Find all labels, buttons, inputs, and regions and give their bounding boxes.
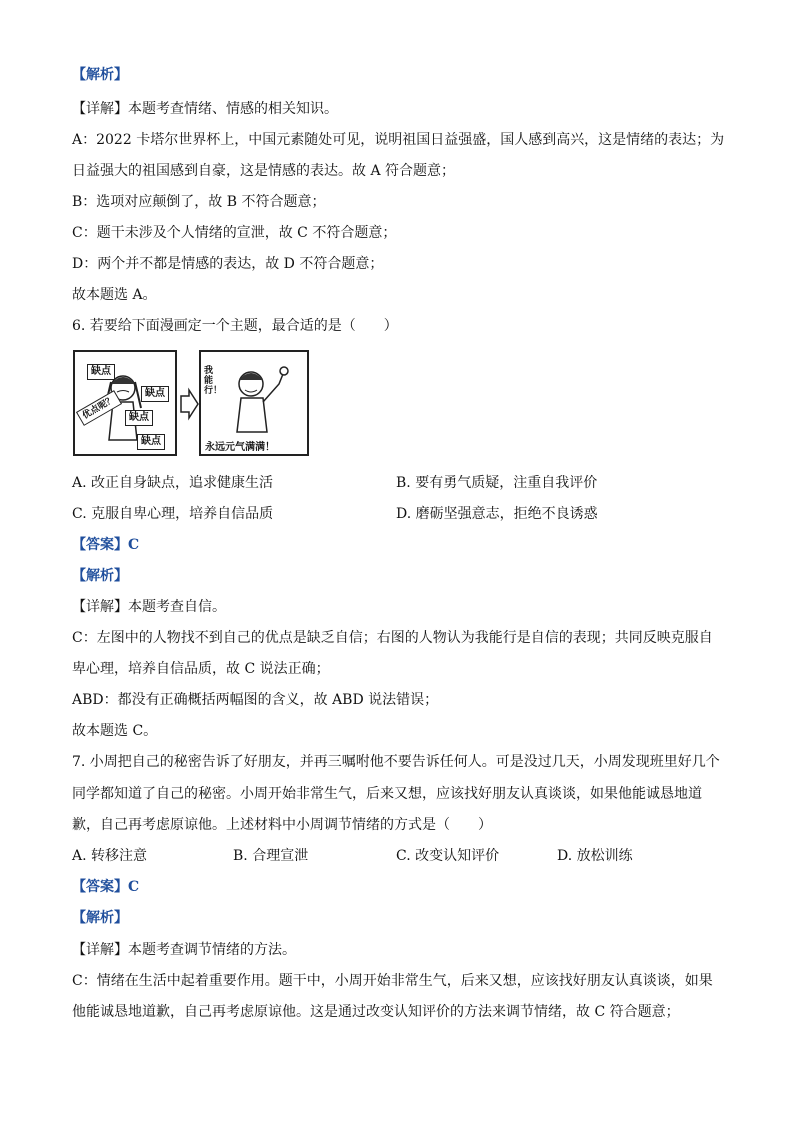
explanation-c-line2: 他能诚恳地道歉，自己再考虑原谅他。这是通过改变认知评价的方法来调节情绪，故 C 符合题意； [72, 1004, 680, 1020]
option-d: D. 放松训练 [557, 848, 633, 864]
question-6-stem: 6. 若要给下面漫画定一个主题，最合适的是（ ） [72, 318, 398, 334]
option-b: B. 合理宣泄 [233, 848, 309, 864]
comic-right-panel [199, 350, 309, 456]
question-7-stem-line3: 歉，自己再考虑原谅他。上述材料中小周调节情绪的方式是（ ） [72, 817, 492, 833]
explanation-c-line1: C：情绪在生活中起着重要作用。题干中，小周开始非常生气，后来又想，应该找好朋友认真谈谈，如果 [72, 973, 713, 989]
answer-text [72, 536, 139, 554]
comic-label: 优点呢？ [76, 390, 122, 426]
comic-caption: 永远元气满满！ [205, 442, 275, 453]
comic-label: 缺点 [141, 386, 169, 402]
answer-label: 【答案】C [72, 879, 140, 895]
conclusion-text: 故本题选 C。 [72, 723, 158, 739]
comic-left-panel [73, 350, 177, 456]
comic-label: 缺点 [87, 364, 115, 380]
analysis-heading: 【解析】 [72, 67, 128, 83]
explanation-b: B：选项对应颠倒了，故 B 不符合题意； [72, 194, 326, 210]
option-c: C. 改变认知评价 [396, 848, 500, 864]
comic-illustration [73, 350, 309, 458]
analysis-heading: 【解析】 [72, 568, 128, 584]
explanation-a-line2: 日益强大的祖国感到自豪，这是情感的表达。故 A 符合题意； [72, 163, 456, 179]
arrow-right-icon [177, 386, 201, 422]
comic-speech: 我能行！ [204, 366, 223, 396]
comic-label: 缺点 [125, 410, 153, 426]
option-a: A. 改正自身缺点，追求健康生活 [72, 475, 274, 491]
question-7-stem-line2: 同学都知道了自己的秘密。小周开始非常生气，后来又想，应该找好朋友认真谈谈，如果他能诚恳地道 [72, 786, 702, 802]
explanation-a-line1: A：2022 卡塔尔世界杯上，中国元素随处可见，说明祖国日益强盛，国人感到高兴，这是情绪的表达；为 [72, 132, 725, 148]
answer-text [72, 878, 139, 896]
option-d: D. 磨砺坚强意志，拒绝不良诱惑 [396, 506, 598, 522]
comic-label: 缺点 [137, 434, 165, 450]
explanation-d: D：两个并不都是情感的表达，故 D 不符合题意； [72, 256, 384, 272]
question-7-stem-line1: 7. 小周把自己的秘密告诉了好朋友，并再三嘱咐他不要告诉任何人。可是没过几天，小周发现班里好几个 [72, 754, 720, 770]
explanation-abd: ABD：都没有正确概括两幅图的含义，故 ABD 说法错误； [72, 692, 439, 708]
answer-label: 【答案】C [72, 537, 140, 553]
analysis-heading: 【解析】 [72, 910, 128, 926]
explanation-c-line2: 卑心理，培养自信品质，故 C 说法正确； [72, 661, 330, 677]
explanation-c-line1: C：左图中的人物找不到自己的优点是缺乏自信；右图的人物认为我能行是自信的表现；共同反映克服自 [72, 630, 713, 646]
conclusion-text: 故本题选 A。 [72, 287, 157, 303]
explanation-c: C：题干未涉及个人情绪的宣泄，故 C 不符合题意； [72, 225, 397, 241]
detail-text: 【详解】本题考查自信。 [72, 599, 226, 615]
option-a: A. 转移注意 [72, 848, 148, 864]
detail-text: 【详解】本题考查情绪、情感的相关知识。 [72, 101, 338, 117]
detail-text: 【详解】本题考查调节情绪的方法。 [72, 942, 296, 958]
option-b: B. 要有勇气质疑，注重自我评价 [396, 475, 598, 491]
option-c: C. 克服自卑心理，培养自信品质 [72, 506, 274, 522]
